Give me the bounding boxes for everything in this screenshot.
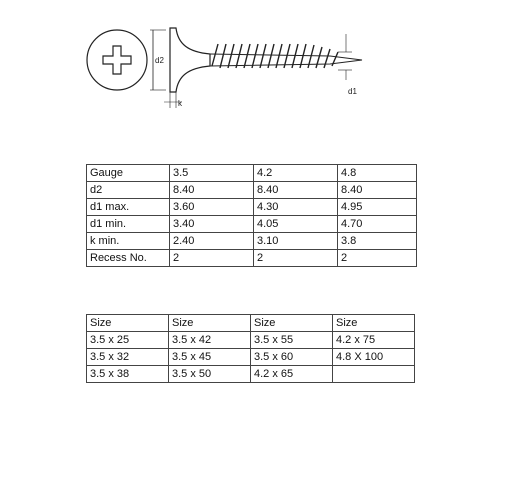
spec-table-cell: 3.40 (170, 216, 254, 233)
spec-table-cell: 3.8 (338, 233, 417, 250)
spec-table-body (87, 165, 417, 267)
d2-dimension (150, 30, 166, 90)
size-table-header-cell: Size (87, 315, 169, 332)
phillips-recess-icon (103, 46, 131, 74)
size-table-header-cell: Size (333, 315, 415, 332)
size-table-header-row (87, 315, 415, 332)
screw-drawing (80, 14, 380, 114)
spec-table-cell: 4.05 (254, 216, 338, 233)
size-table-header-cell: Size (251, 315, 333, 332)
size-table-cell (333, 366, 415, 383)
spec-table-row (87, 182, 417, 199)
spec-table-cell: Gauge (87, 165, 170, 182)
size-table (86, 314, 415, 383)
spec-table-row (87, 199, 417, 216)
d1-label: d1 (348, 87, 357, 96)
size-table-cell: 3.5 x 45 (169, 349, 251, 366)
spec-table-cell: Recess No. (87, 250, 170, 267)
spec-table-cell: 2 (170, 250, 254, 267)
spec-table-row (87, 165, 417, 182)
screw-side-view (170, 28, 362, 92)
d1-dimension (338, 34, 357, 96)
size-table-row (87, 332, 415, 349)
spec-table-cell: 2.40 (170, 233, 254, 250)
d2-label: d2 (155, 56, 164, 65)
spec-table-cell: 4.8 (338, 165, 417, 182)
size-table-cell: 3.5 x 32 (87, 349, 169, 366)
size-table-cell: 3.5 x 50 (169, 366, 251, 383)
spec-table-cell: 2 (338, 250, 417, 267)
spec-table-cell: 3.10 (254, 233, 338, 250)
spec-table-row (87, 233, 417, 250)
spec-table-cell: d2 (87, 182, 170, 199)
spec-table-cell: 8.40 (338, 182, 417, 199)
size-table-cell: 3.5 x 42 (169, 332, 251, 349)
size-table-cell: 3.5 x 38 (87, 366, 169, 383)
spec-table-cell: 3.5 (170, 165, 254, 182)
spec-table-cell: d1 min. (87, 216, 170, 233)
size-table-row (87, 366, 415, 383)
spec-table-cell: 4.30 (254, 199, 338, 216)
spec-table-cell: 4.70 (338, 216, 417, 233)
spec-table-cell: k min. (87, 233, 170, 250)
size-table-cell: 4.2 x 75 (333, 332, 415, 349)
size-table-cell: 3.5 x 55 (251, 332, 333, 349)
size-table-body (87, 315, 415, 383)
specification-table (86, 164, 417, 267)
k-label: k (178, 99, 182, 108)
size-table-cell: 4.2 x 65 (251, 366, 333, 383)
spec-table-cell: d1 max. (87, 199, 170, 216)
spec-table-cell: 8.40 (170, 182, 254, 199)
spec-table-cell: 4.2 (254, 165, 338, 182)
size-table-cell: 3.5 x 60 (251, 349, 333, 366)
size-table-cell: 3.5 x 25 (87, 332, 169, 349)
spec-table-cell: 2 (254, 250, 338, 267)
size-table-row (87, 349, 415, 366)
spec-table-row (87, 250, 417, 267)
spec-table-row (87, 216, 417, 233)
screw-head-top-view (87, 30, 147, 90)
spec-table-cell: 4.95 (338, 199, 417, 216)
spec-table-cell: 3.60 (170, 199, 254, 216)
k-dimension (164, 92, 183, 108)
size-table-cell: 4.8 X 100 (333, 349, 415, 366)
spec-table-cell: 8.40 (254, 182, 338, 199)
size-table-header-cell: Size (169, 315, 251, 332)
